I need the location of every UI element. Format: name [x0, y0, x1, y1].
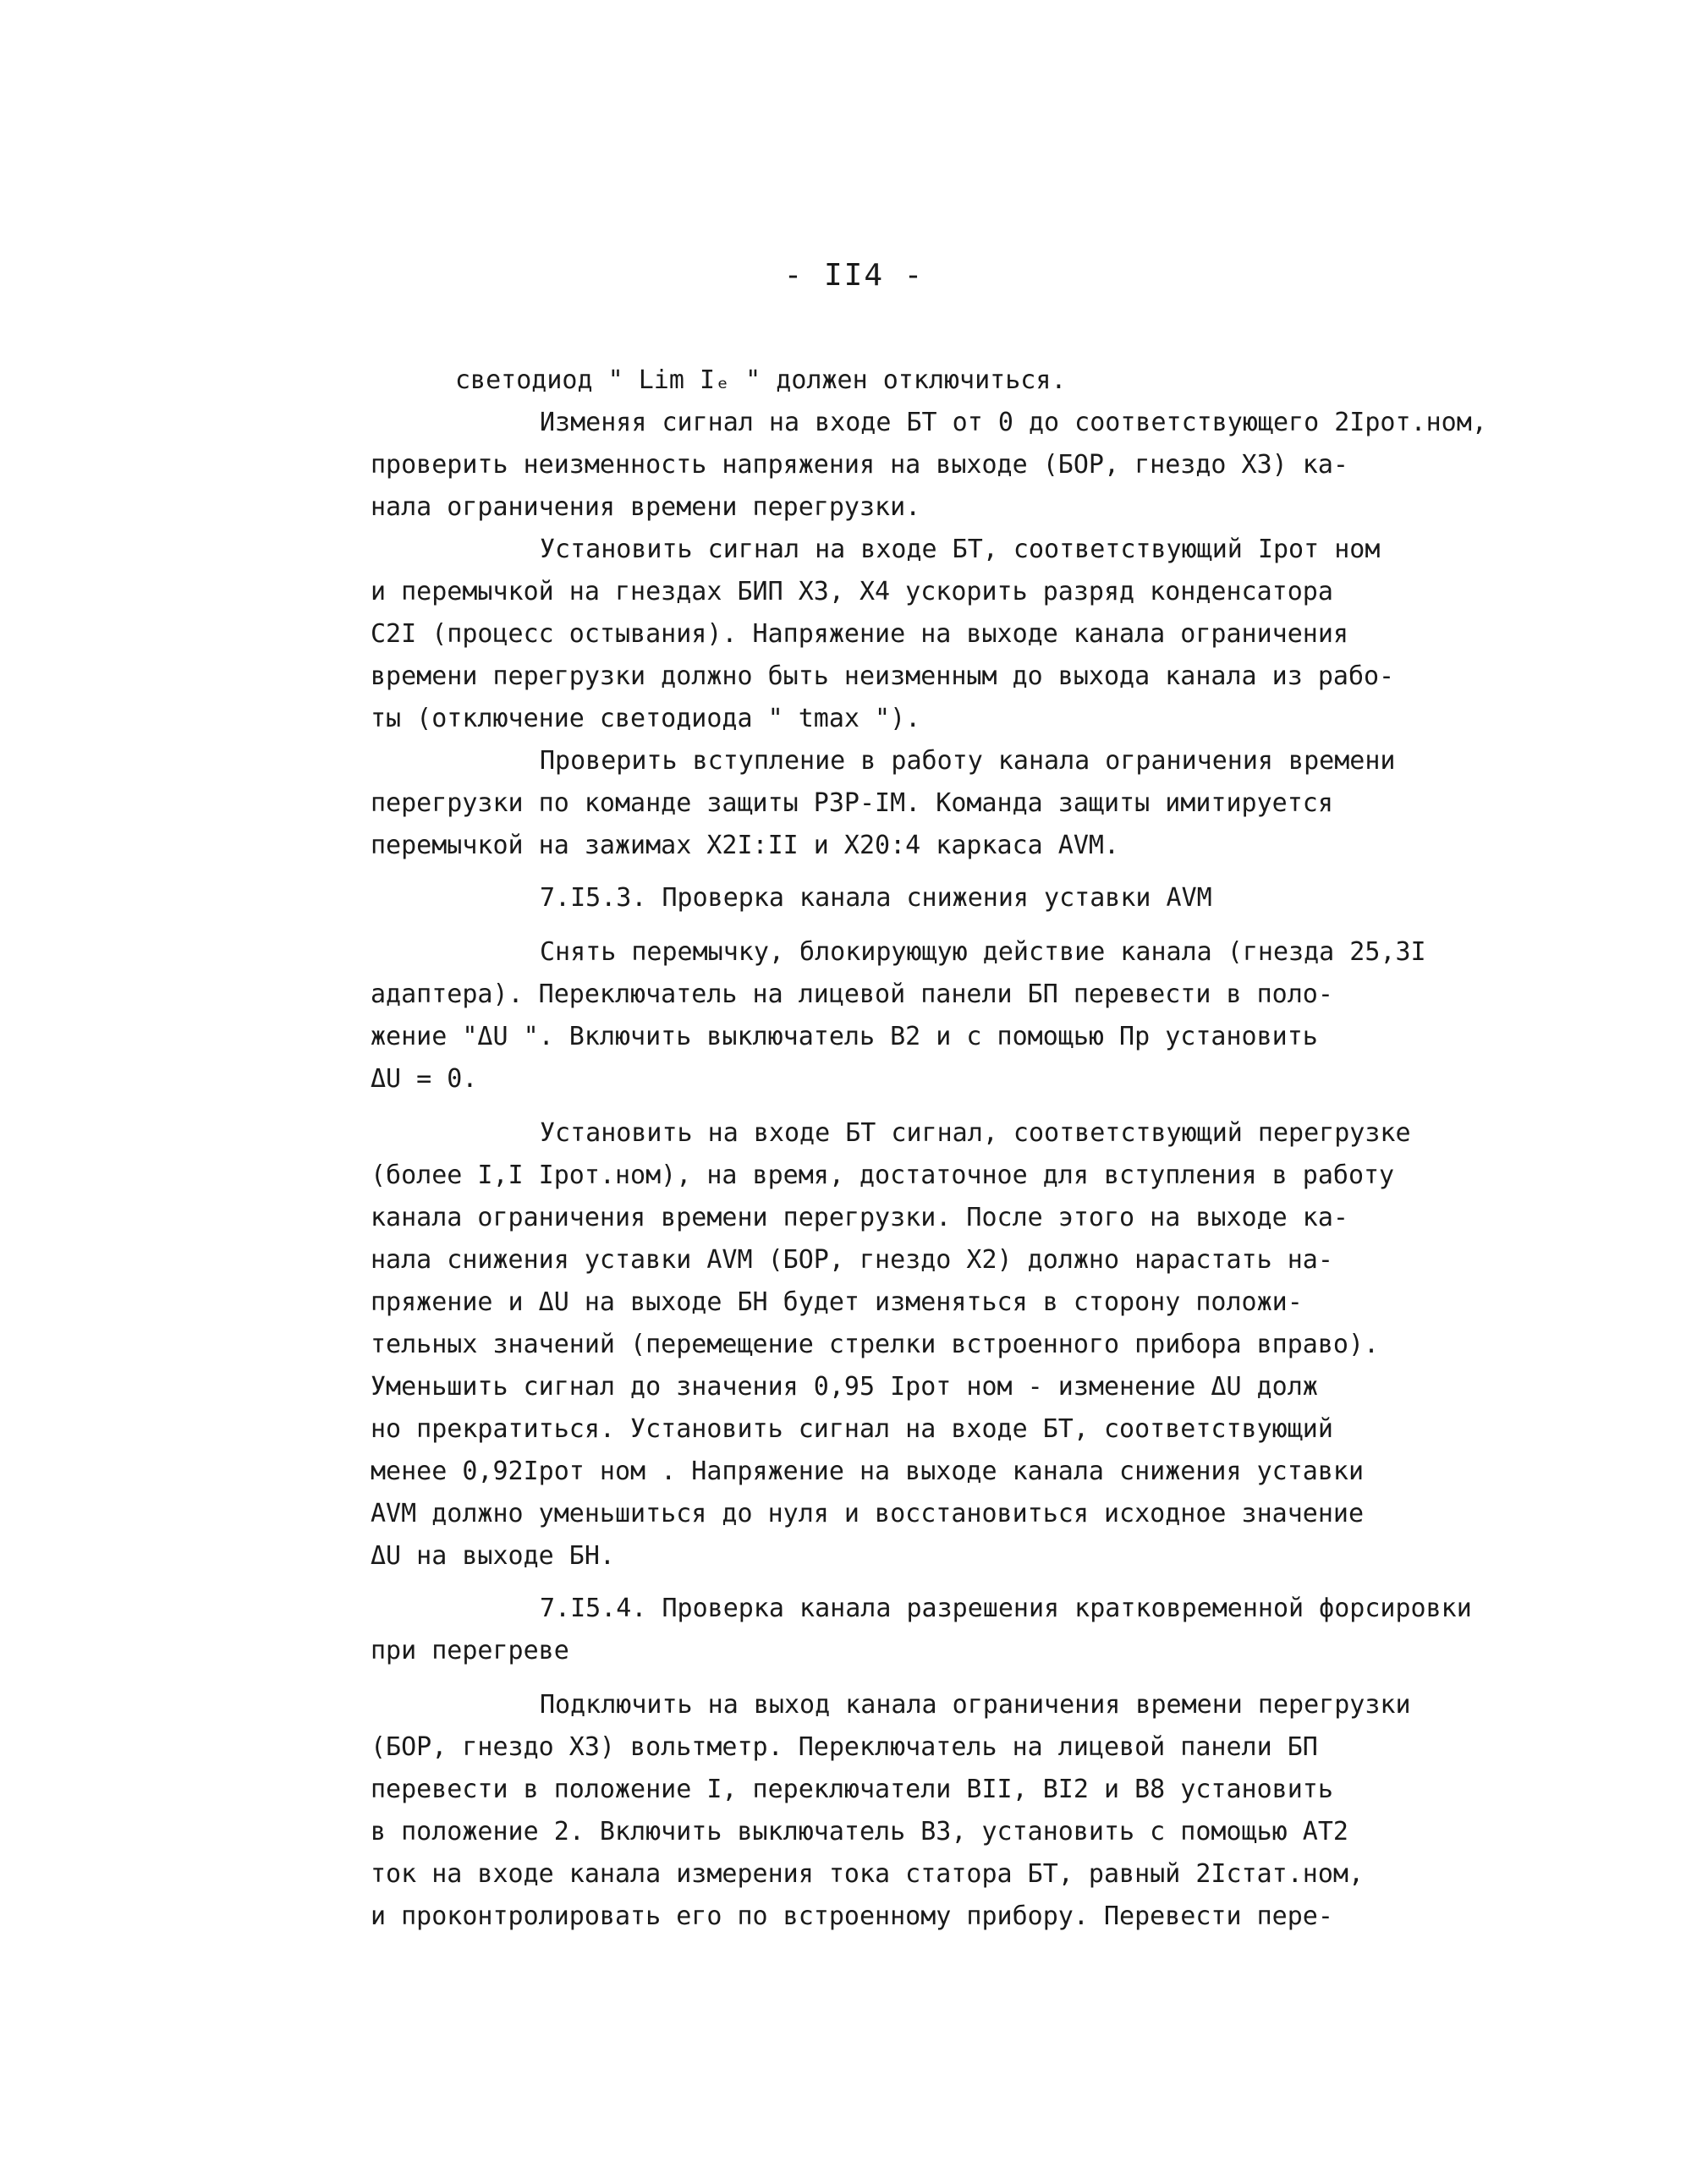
paragraph-remove-jumper [371, 931, 1597, 1100]
text-line: Установить сигнал на входе БТ, соответствующий Iрот ном [540, 535, 1381, 564]
text-line: светодиод " Lim Iₑ " должен отключиться. [455, 365, 1067, 395]
text-line: менее 0,92Iрот ном . Напряжение на выходе канала снижения уставки [371, 1457, 1364, 1486]
page-number: - II4 - [783, 258, 925, 293]
text-line: С2I (процесс остывания). Напряжение на выходе канала ограничения [371, 619, 1348, 649]
paragraph-input-signal-check [371, 402, 1597, 529]
paragraph-voltmeter-connect [371, 1684, 1597, 1938]
text-line: проверить неизменность напряжения на выходе (БОР, гнездо Х3) ка- [371, 450, 1348, 480]
text-line: перегрузки по команде защиты РЗР-IМ. Команда защиты имитируется [371, 788, 1333, 818]
text-line: перемычкой на зажимах Х2I:II и Х20:4 каркаса АVМ. [371, 831, 1120, 860]
heading-text: 7.I5.3. Проверка канала снижения уставки АVМ [540, 883, 1212, 913]
text-line: ты (отключение светодиода " tmax "). [371, 704, 921, 733]
text-line: времени перегрузки должно быть неизменным до выхода канала из рабо- [371, 661, 1395, 691]
text-line: пряжение и ΔU на выходе БН будет изменяться в сторону положи- [371, 1287, 1303, 1317]
section-heading-7-15-4 [371, 1588, 1597, 1672]
paragraph-protection-command [371, 740, 1597, 867]
text-line: АVМ должно уменьшиться до нуля и восстановиться исходное значение [371, 1499, 1364, 1528]
text-line: Проверить вступление в работу канала ограничения времени [540, 746, 1396, 776]
text-line: Изменяя сигнал на входе БТ от 0 до соответствующего 2Iрот.ном, [540, 408, 1487, 437]
text-line: Установить на входе БТ сигнал, соответствующий перегрузке [540, 1118, 1411, 1148]
text-line: и проконтролировать его по встроенному прибору. Перевести пере- [371, 1901, 1333, 1931]
text-line: но прекратиться. Установить сигнал на входе БТ, соответствующий [371, 1414, 1333, 1444]
text-line: ΔU на выходе БН. [371, 1541, 615, 1571]
text-line: адаптера). Переключатель на лицевой панели БП перевести в поло- [371, 980, 1333, 1009]
text-line: Снять перемычку, блокирующую действие канала (гнезда 25,3I [540, 937, 1426, 967]
text-line: и перемычкой на гнездах БИП Х3, Х4 ускорить разряд конденсатора [371, 577, 1333, 606]
text-line: тельных значений (перемещение стрелки встроенного прибора вправо). [371, 1330, 1380, 1359]
text-line: ток на входе канала измерения тока статора БТ, равный 2Iстат.ном, [371, 1859, 1364, 1889]
paragraph-led-off [455, 359, 1597, 402]
document-body [371, 359, 1597, 1938]
paragraph-capacitor-discharge [371, 529, 1597, 740]
heading-text: при перегреве [371, 1636, 569, 1665]
text-line: нала снижения уставки АVМ (БОР, гнездо Х2) должно нарастать на- [371, 1245, 1333, 1275]
paragraph-overload-signal [371, 1112, 1597, 1578]
text-line: ΔU = 0. [371, 1064, 478, 1094]
text-line: в положение 2. Включить выключатель В3, установить с помощью АТ2 [371, 1817, 1348, 1847]
text-line: перевести в положение I, переключатели ВII, ВI2 и В8 установить [371, 1775, 1333, 1804]
heading-text: 7.I5.4. Проверка канала разрешения кратковременной форсировки [540, 1594, 1472, 1623]
text-line: (БОР, гнездо Х3) вольтметр. Переключатель на лицевой панели БП [371, 1732, 1318, 1762]
text-line: (более I,I Iрот.ном), на время, достаточное для вступления в работу [371, 1161, 1395, 1190]
section-heading-7-15-3 [455, 877, 1597, 919]
text-line: нала ограничения времени перегрузки. [371, 492, 921, 522]
text-line: Подключить на выход канала ограничения времени перегрузки [540, 1690, 1411, 1720]
text-line: Уменьшить сигнал до значения 0,95 Iрот ном - изменение ΔU долж [371, 1372, 1318, 1402]
text-line: канала ограничения времени перегрузки. После этого на выходе ка- [371, 1203, 1348, 1232]
text-line: жение "ΔU ". Включить выключатель В2 и с помощью Пр установить [371, 1022, 1318, 1051]
